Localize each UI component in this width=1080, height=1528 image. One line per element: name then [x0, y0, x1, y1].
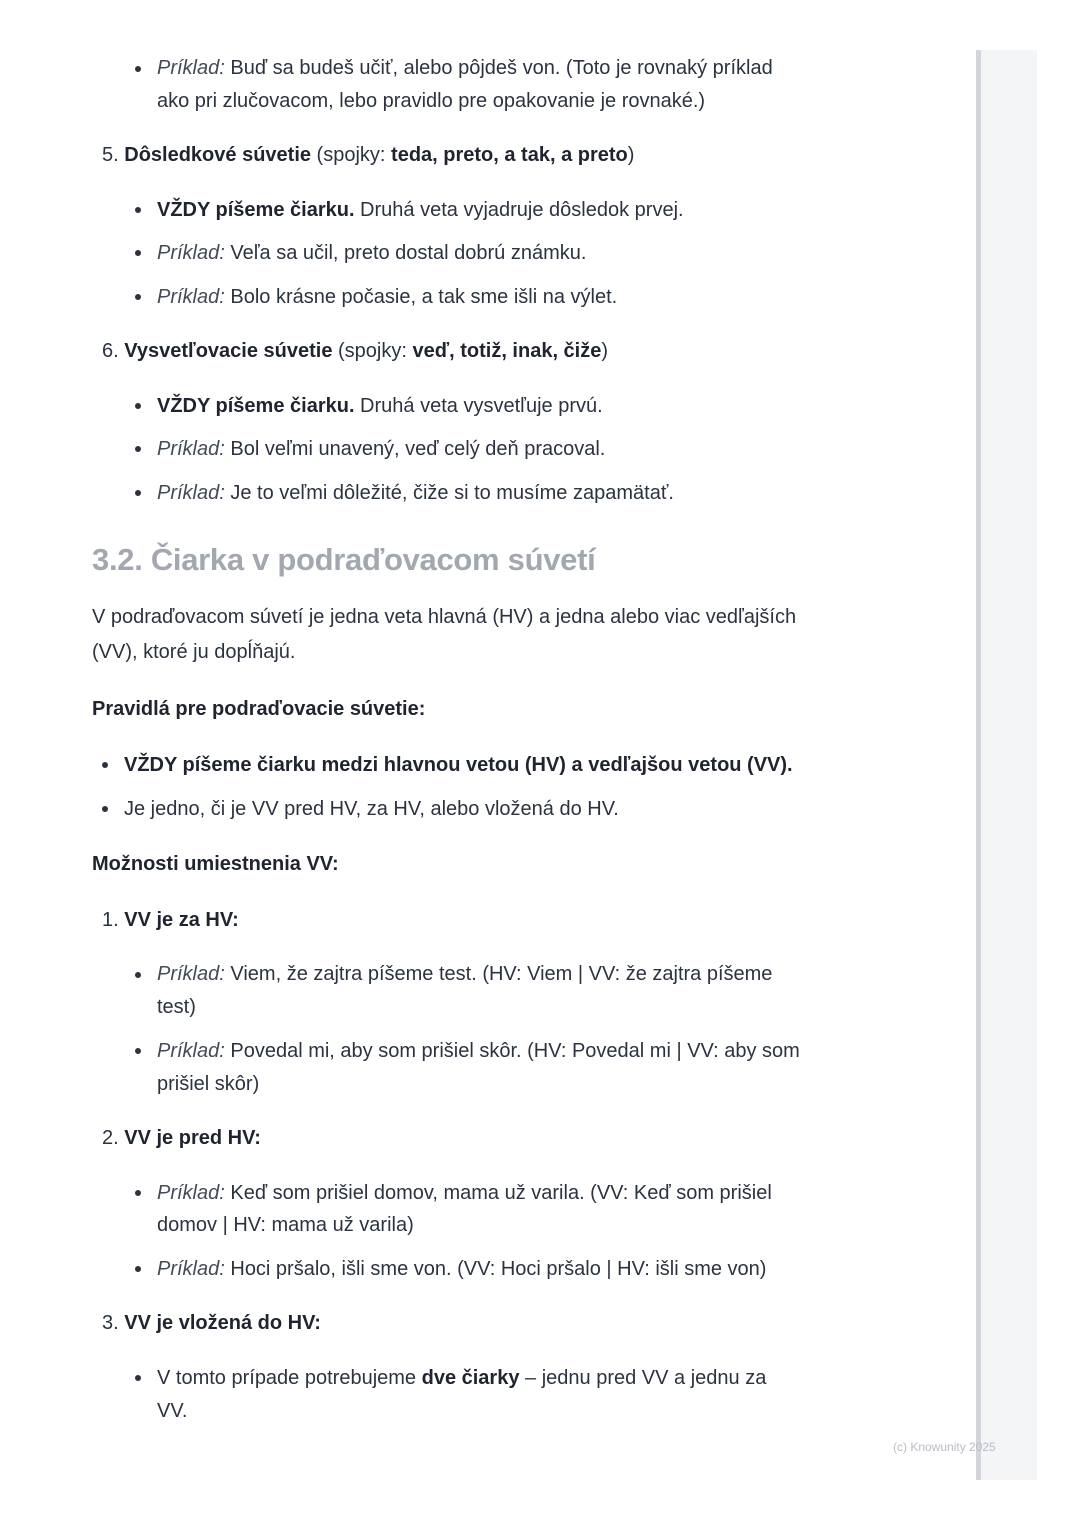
bullet-dot — [102, 762, 108, 768]
bullet-dot — [135, 1048, 141, 1054]
rule-item: VŽDY píšeme čiarku medzi hlavnou vetou (HV) a vedľajšou vetou (VV). — [124, 754, 793, 776]
rule-line: VŽDY píšeme čiarku. Druhá veta vyjadruje dôsledok prvej. — [157, 199, 684, 221]
bullet-dot — [135, 1375, 141, 1381]
example-line: Príklad: Je to veľmi dôležité, čiže si to musíme zapamätať. — [157, 482, 674, 504]
list-item-5-heading: 5. Dôsledkové súvetie (spojky: teda, preto, a tak, a preto) — [102, 144, 635, 166]
bullet-dot — [135, 1190, 141, 1196]
rule-item: Je jedno, či je VV pred HV, za HV, alebo vložená do HV. — [124, 798, 619, 820]
page-scrollbar[interactable] — [976, 50, 1037, 1480]
example-line: Príklad: Hoci pršalo, išli sme von. (VV: Hoci pršalo | HV: išli sme von) — [157, 1258, 767, 1280]
rules-heading: Pravidlá pre podraďovacie súvetie: — [92, 698, 426, 720]
example-line-continued: prišiel skôr) — [157, 1073, 260, 1095]
bullet-dot — [135, 972, 141, 978]
example-line-continued: ako pri zlučovacom, lebo pravidlo pre opakovanie je rovnaké.) — [157, 90, 706, 112]
intro-paragraph-line: (VV), ktoré ju dopĺňajú. — [92, 641, 296, 663]
intro-paragraph-line: V podraďovacom súvetí je jedna veta hlavná (HV) a jedna alebo viac vedľajších — [92, 606, 797, 628]
explanation-line: V tomto prípade potrebujeme dve čiarky – jednu pred VV a jednu za — [157, 1367, 767, 1389]
options-heading: Možnosti umiestnenia VV: — [92, 853, 339, 875]
copyright-footer: (c) Knowunity 2025 — [893, 1440, 996, 1454]
option-1-heading: 1. VV je za HV: — [102, 909, 239, 931]
bullet-dot — [102, 806, 108, 812]
example-line: Príklad: Buď sa budeš učiť, alebo pôjdeš von. (Toto je rovnaký príklad — [157, 57, 773, 79]
bullet-dot — [135, 446, 141, 452]
bullet-dot — [135, 294, 141, 300]
list-item-6-heading: 6. Vysvetľovacie súvetie (spojky: veď, totiž, inak, čiže) — [102, 340, 609, 362]
example-line-continued: test) — [157, 996, 196, 1018]
example-line: Príklad: Bolo krásne počasie, a tak sme išli na výlet. — [157, 286, 618, 308]
example-line: Príklad: Bol veľmi unavený, veď celý deň pracoval. — [157, 438, 606, 460]
option-2-heading: 2. VV je pred HV: — [102, 1127, 261, 1149]
example-line: Príklad: Povedal mi, aby som prišiel skôr. (HV: Povedal mi | VV: aby som — [157, 1040, 800, 1062]
bullet-dot — [135, 1266, 141, 1272]
bullet-dot — [135, 490, 141, 496]
example-line-continued: domov | HV: mama už varila) — [157, 1214, 414, 1236]
section-heading: 3.2. Čiarka v podraďovacom súvetí — [92, 542, 596, 577]
explanation-line-continued: VV. — [157, 1400, 188, 1422]
option-3-heading: 3. VV je vložená do HV: — [102, 1312, 321, 1334]
bullet-dot — [135, 403, 141, 409]
bullet-dot — [135, 66, 141, 72]
example-line: Príklad: Veľa sa učil, preto dostal dobrú známku. — [157, 242, 587, 264]
example-line: Príklad: Keď som prišiel domov, mama už varila. (VV: Keď som prišiel — [157, 1182, 772, 1204]
bullet-dot — [135, 250, 141, 256]
bullet-dot — [135, 207, 141, 213]
example-line: Príklad: Viem, že zajtra píšeme test. (HV: Viem | VV: že zajtra píšeme — [157, 963, 773, 985]
rule-line: VŽDY píšeme čiarku. Druhá veta vysvetľuje prvú. — [157, 395, 603, 417]
